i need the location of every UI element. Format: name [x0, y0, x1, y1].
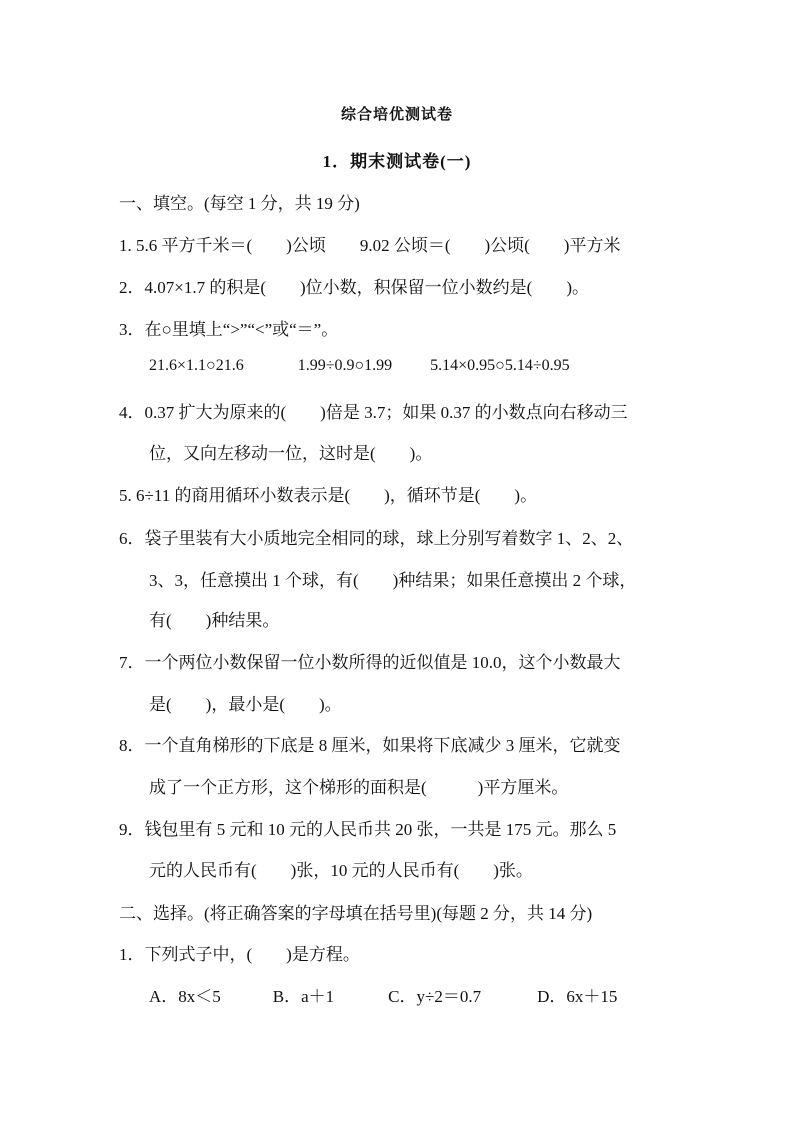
question-1-9-line2: 元的人民币有( )张，10 元的人民币有( )张。: [149, 861, 533, 880]
question-1-7-line2: 是( )，最小是( )。: [149, 695, 342, 714]
question-1-6-line3: 有( )种结果。: [149, 611, 280, 630]
question-1-3: 3．在○里填上“>”“<”或“＝”。: [119, 320, 339, 339]
exam-title: 综合培优测试卷: [340, 107, 453, 123]
option-b: B．a＋1: [272, 987, 335, 1006]
exam-subtitle: 1．期末测试卷(一): [322, 152, 472, 171]
question-1-1: 1. 5.6 平方千米＝( )公顷 9.02 公顷＝( )公顷( )平方米: [119, 236, 621, 255]
compare-item-1: 21.6×1.1○21.6: [149, 357, 244, 374]
question-1-8-line1: 8．一个直角梯形的下底是 8 厘米，如果将下底减少 3 厘米，它就变: [119, 736, 621, 755]
question-1-7-line1: 7．一个两位小数保留一位小数所得的近似值是 10.0，这个小数最大: [119, 653, 621, 672]
question-1-2: 2．4.07×1.7 的积是( )位小数，积保留一位小数约是( )。: [119, 278, 589, 297]
question-1-9-line1: 9．钱包里有 5 元和 10 元的人民币共 20 张，一共是 175 元。那么 5: [119, 820, 617, 839]
question-1-5: 5. 6÷11 的商用循环小数表示是( )，循环节是( )。: [119, 486, 538, 505]
option-a: A．8x＜5: [149, 987, 221, 1006]
question-1-6-line2: 3、3，任意摸出 1 个球，有( )种结果；如果任意摸出 2 个球，: [149, 571, 637, 590]
question-1-6-line1: 6．袋子里装有大小质地完全相同的球，球上分别写着数字 1、2、2、: [119, 529, 634, 548]
compare-item-2: 1.99÷0.9○1.99: [297, 357, 393, 374]
question-1-8-line2: 成了一个正方形，这个梯形的面积是( )平方厘米。: [149, 778, 569, 797]
section2-heading: 二、选择。(将正确答案的字母填在括号里)(每题 2 分，共 14 分): [119, 904, 593, 923]
section1-heading: 一、填空。(每空 1 分，共 19 分): [119, 194, 360, 213]
question-1-4-line1: 4．0.37 扩大为原来的( )倍是 3.7；如果 0.37 的小数点向右移动三: [119, 403, 628, 422]
question-1-3-items: [149, 357, 570, 375]
question-2-1-options: [149, 982, 617, 1007]
compare-item-3: 5.14×0.95○5.14÷0.95: [430, 357, 570, 374]
question-1-4-line2: 位，又向左移动一位，这时是( )。: [149, 444, 433, 463]
question-2-1: 1．下列式子中，( )是方程。: [119, 945, 360, 964]
option-c: C．y÷2＝0.7: [388, 987, 482, 1006]
option-d: D．6x＋15: [537, 987, 618, 1006]
